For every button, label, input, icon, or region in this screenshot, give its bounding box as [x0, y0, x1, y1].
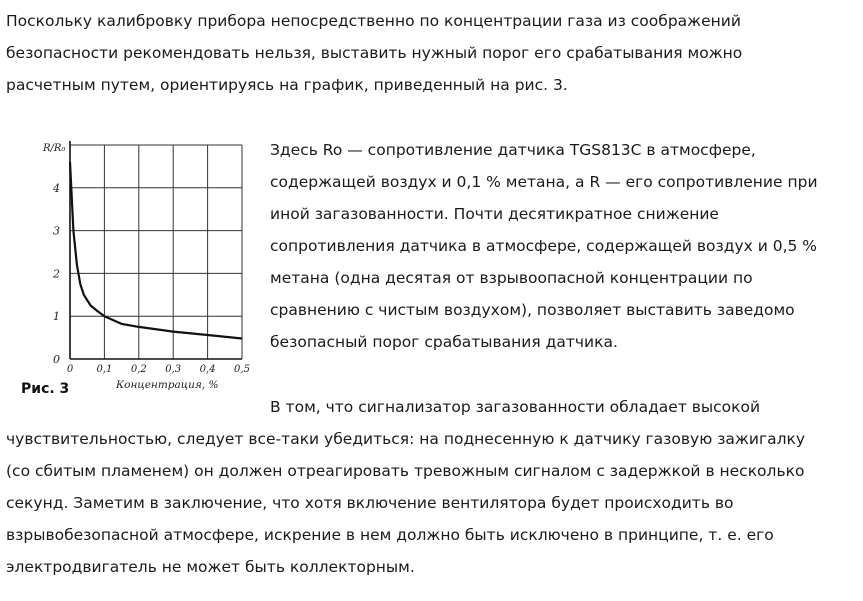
text-line: В том, что сигнализатор загазованности обладает высокой: [270, 398, 761, 416]
x-tick-label: 0,3: [165, 364, 182, 375]
text-line: электродвигатель не может быть коллекторным.: [6, 558, 415, 576]
y-tick-label: 1: [53, 310, 60, 324]
text-line: содержащей воздух и 0,1 % метана, а R — его сопротивление при: [270, 173, 818, 191]
text-line: сравнению с чистым воздухом), позволяет выставить заведомо: [270, 301, 795, 319]
text-line: Поскольку калибровку прибора непосредственно по концентрации газа из соображений: [6, 12, 741, 30]
x-tick-label: 0,2: [130, 364, 147, 375]
text-line: безопасный порог срабатывания датчика.: [270, 333, 618, 351]
text-line: безопасности рекомендовать нельзя, выставить нужный порог его срабатывания можно: [6, 44, 743, 62]
text-line: секунд. Заметим в заключение, что хотя включение вентилятора будет происходить во: [6, 494, 734, 512]
concentration-chart: [13, 133, 263, 403]
text-line: расчетным путем, ориентируясь на график, приведенный на рис. 3.: [6, 76, 568, 94]
y-tick-label: 4: [53, 181, 60, 195]
chart-xlabel: Концентрация, %: [116, 379, 219, 391]
chart-ylabel: R/R₀: [43, 143, 66, 154]
text-line: метана (одна десятая от взрывоопасной концентрации по: [270, 269, 753, 287]
series-line: [70, 162, 242, 338]
y-tick-label: 2: [53, 267, 60, 281]
text-line: сопротивления датчика в атмосфере, содержащей воздух и 0,5 %: [270, 237, 818, 255]
text-line: иной загазованности. Почти десятикратное снижение: [270, 205, 719, 223]
x-tick-label: 0,1: [96, 364, 113, 375]
figure-3: [13, 133, 263, 403]
text-line: Здесь Ro — сопротивление датчика TGS813C в атмосфере,: [270, 141, 756, 159]
text-line: чувствительностью, следует все-таки убедиться: на поднесенную к датчику газовую зажигалку: [6, 430, 806, 448]
text-line: (со сбитым пламенем) он должен отреагировать тревожным сигналом с задержкой в несколько: [6, 462, 805, 480]
y-tick-label: 0: [53, 353, 60, 366]
figure-caption: Рис. 3: [21, 381, 70, 397]
x-tick-label: 0,4: [199, 364, 216, 375]
y-tick-label: 3: [53, 224, 60, 238]
x-tick-label: 0,5: [234, 364, 250, 375]
text-line: взрывобезопасной атмосфере, искрение в нем должно быть исключено в принципе, т. е. его: [6, 526, 774, 544]
x-tick-label: 0: [66, 364, 74, 375]
